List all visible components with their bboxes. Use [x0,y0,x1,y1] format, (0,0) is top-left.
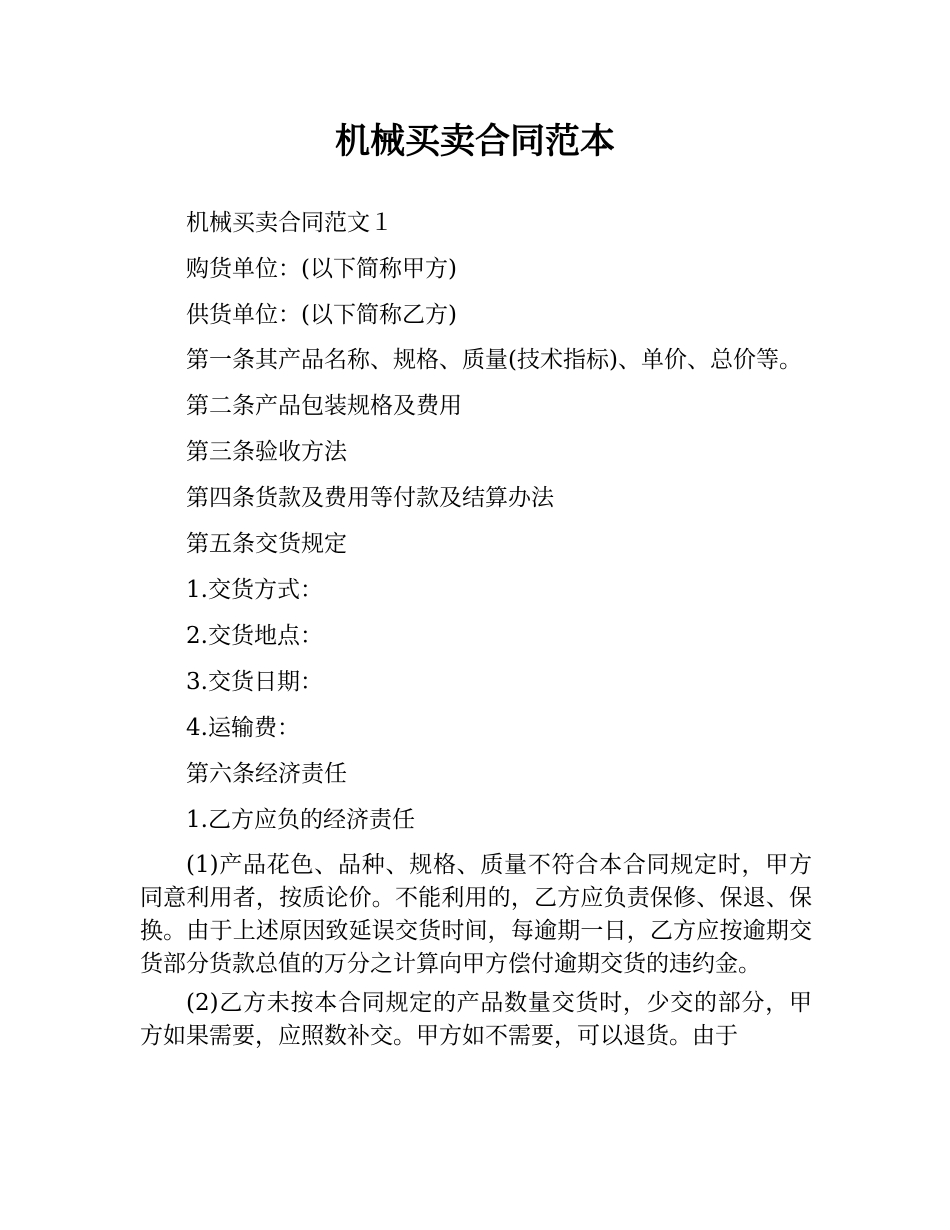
document-body [140,200,812,1059]
paragraph: 第六条经济责任 [186,761,347,787]
paragraph: 第二条产品包装规格及费用 [186,393,462,419]
paragraph: 4.运输费： [186,715,300,741]
paragraph: (1)产品花色、品种、规格、质量不符合本合同规定时，甲方同意利用者，按质论价。不能利用的，乙方应负责保修、保退、保换。由于上述原因致延误交货时间，每逾期一日，乙方应按逾期交货部分货款总值的万分之计算向甲方偿付逾期交货的违约金。 [140,852,812,977]
paragraph: 1.交货方式： [186,577,323,603]
paragraph: 第四条货款及费用等付款及结算办法 [186,485,554,511]
paragraph: (2)乙方未按本合同规定的产品数量交货时，少交的部分，甲方如果需要，应照数补交。甲方如不需要，可以退货。由于 [140,990,812,1049]
paragraph: 机械买卖合同范文１ [186,210,393,236]
paragraph: 购货单位：(以下简称甲方) [186,256,457,282]
paragraph: 供货单位：(以下简称乙方) [186,302,457,328]
paragraph: 第一条其产品名称、规格、质量(技术指标)、单价、总价等。 [186,347,802,373]
paragraph: 3.交货日期： [186,669,323,695]
paragraph: 第五条交货规定 [186,531,347,557]
paragraph: 第三条验收方法 [186,439,347,465]
paragraph: 1.乙方应负的经济责任 [186,807,415,833]
document-title: 机械买卖合同范本 [334,122,615,162]
paragraph: 2.交货地点： [186,623,323,649]
